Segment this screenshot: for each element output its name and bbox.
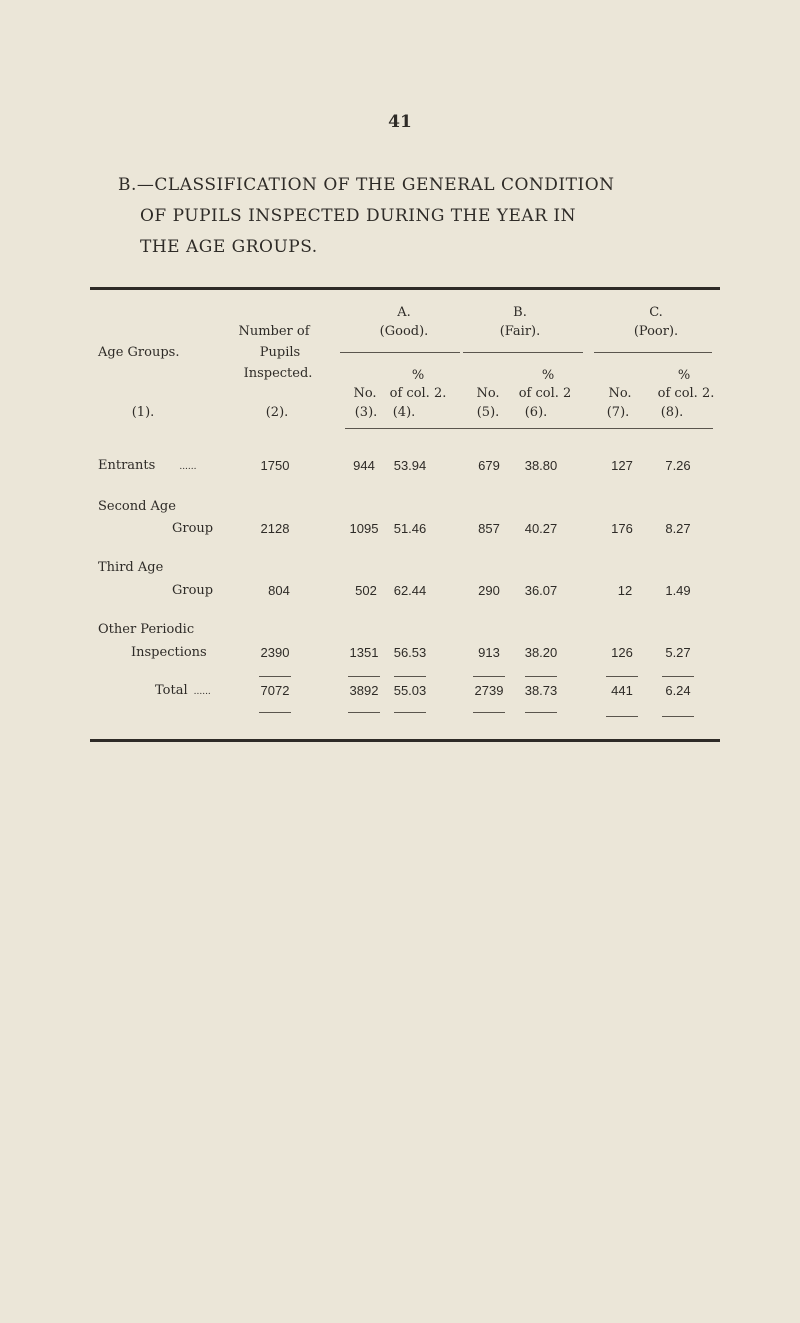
total-c-pct: 6.24 xyxy=(665,683,691,698)
total-b-pct: 38.73 xyxy=(524,683,558,698)
title-line-3: THE AGE GROUPS. xyxy=(140,237,318,257)
total-rule-a-no xyxy=(348,676,380,677)
row-label-line2: Group xyxy=(172,521,214,536)
header-b-pct-sign: % xyxy=(541,368,555,383)
cell-pupils: 2128 xyxy=(260,521,290,536)
header-number-line3: Inspected. xyxy=(243,366,313,381)
header-a-label: (Good). xyxy=(379,324,429,339)
row-label-line2: Inspections xyxy=(131,645,207,660)
cell-c-pct: 7.26 xyxy=(665,458,691,473)
cell-b-no: 290 xyxy=(478,583,500,598)
cell-a-no: 944 xyxy=(353,458,375,473)
cell-pupils: 804 xyxy=(268,583,290,598)
header-number-line2: Pupils xyxy=(259,345,301,360)
row-label: Entrants ...... xyxy=(98,458,197,473)
table-bottom-rule xyxy=(90,739,720,742)
col-number-2: (2). xyxy=(265,405,289,420)
total-rule-pupils xyxy=(259,676,291,677)
total-rule-c-no xyxy=(606,676,638,677)
total-underline-b-pct xyxy=(525,712,557,713)
cell-b-pct: 38.20 xyxy=(524,645,558,660)
header-c-no: No. xyxy=(608,386,632,401)
header-c-label: (Poor). xyxy=(633,324,679,339)
table-title xyxy=(118,170,728,263)
row-label-line1: Other Periodic xyxy=(98,622,195,637)
cell-c-pct: 1.49 xyxy=(665,583,691,598)
page-number: 41 xyxy=(388,112,412,132)
header-c-letter: C. xyxy=(649,305,663,320)
cell-a-pct: 62.44 xyxy=(393,583,427,598)
cell-b-no: 913 xyxy=(478,645,500,660)
table-top-rule xyxy=(90,287,720,290)
total-a-no: 3892 xyxy=(349,683,379,698)
total-underline-b-no xyxy=(473,712,505,713)
cell-c-no: 12 xyxy=(617,583,633,598)
header-a-pct-sign: % xyxy=(411,368,425,383)
header-age-groups: Age Groups. xyxy=(98,345,180,360)
col-number-1: (1). xyxy=(131,405,155,420)
cell-a-no: 1351 xyxy=(349,645,379,660)
cell-c-no: 126 xyxy=(611,645,633,660)
col-number-3: (3). xyxy=(354,405,378,420)
cell-a-no: 502 xyxy=(355,583,377,598)
group-c-rule xyxy=(594,352,712,353)
group-a-rule xyxy=(340,352,460,353)
col-number-4: (4). xyxy=(392,405,416,420)
header-a-pct-of: of col. 2. xyxy=(389,386,447,401)
cell-b-no: 857 xyxy=(478,521,500,536)
header-b-letter: B. xyxy=(513,305,527,320)
row-label-line1: Third Age xyxy=(98,560,164,575)
total-rule-c-pct xyxy=(662,676,694,677)
row-label-line2: Group xyxy=(172,583,214,598)
total-b-no: 2739 xyxy=(474,683,504,698)
cell-b-pct: 38.80 xyxy=(524,458,558,473)
header-a-letter: A. xyxy=(397,305,411,320)
total-underline-c-pct xyxy=(662,716,694,717)
header-c-pct-sign: % xyxy=(677,368,691,383)
total-pupils: 7072 xyxy=(260,683,290,698)
cell-b-no: 679 xyxy=(478,458,500,473)
col-number-6: (6). xyxy=(524,405,548,420)
cell-b-pct: 36.07 xyxy=(524,583,558,598)
total-underline-c-no xyxy=(606,716,638,717)
cell-a-pct: 53.94 xyxy=(393,458,427,473)
title-line-1: B.—CLASSIFICATION OF THE GENERAL CONDITION xyxy=(118,175,615,195)
cell-c-pct: 5.27 xyxy=(665,645,691,660)
total-rule-b-no xyxy=(473,676,505,677)
col-number-5: (5). xyxy=(476,405,500,420)
cell-c-pct: 8.27 xyxy=(665,521,691,536)
total-a-pct: 55.03 xyxy=(393,683,427,698)
header-b-no: No. xyxy=(476,386,500,401)
row-label-line1: Second Age xyxy=(98,499,176,514)
total-label: Total ...... xyxy=(155,683,211,698)
col-number-8: (8). xyxy=(660,405,684,420)
cell-a-pct: 56.53 xyxy=(393,645,427,660)
total-underline-a-pct xyxy=(394,712,426,713)
cell-pupils: 1750 xyxy=(260,458,290,473)
header-b-pct-of: of col. 2 xyxy=(518,386,572,401)
header-number-line1: Number of xyxy=(238,324,310,339)
total-rule-b-pct xyxy=(525,676,557,677)
title-line-2: OF PUPILS INSPECTED DURING THE YEAR IN xyxy=(140,206,576,226)
cell-c-no: 176 xyxy=(611,521,633,536)
col-number-7: (7). xyxy=(606,405,630,420)
total-c-no: 441 xyxy=(611,683,633,698)
header-bottom-rule xyxy=(345,428,713,429)
cell-a-pct: 51.46 xyxy=(393,521,427,536)
cell-c-no: 127 xyxy=(611,458,633,473)
header-c-pct-of: of col. 2. xyxy=(657,386,715,401)
group-b-rule xyxy=(463,352,583,353)
total-rule-a-pct xyxy=(394,676,426,677)
cell-pupils: 2390 xyxy=(260,645,290,660)
header-a-no: No. xyxy=(353,386,377,401)
total-underline-a-no xyxy=(348,712,380,713)
header-b-label: (Fair). xyxy=(499,324,541,339)
cell-b-pct: 40.27 xyxy=(524,521,558,536)
total-underline-pupils xyxy=(259,712,291,713)
cell-a-no: 1095 xyxy=(349,521,379,536)
